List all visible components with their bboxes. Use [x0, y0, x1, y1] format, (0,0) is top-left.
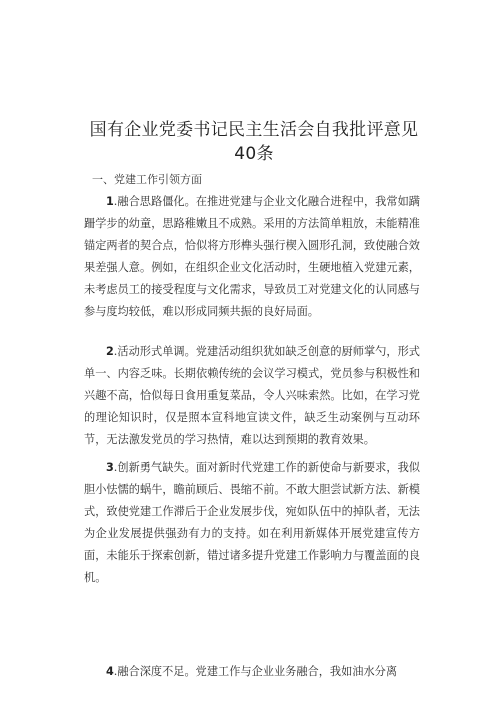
paragraph-item-1: [84, 191, 420, 323]
item-text: .创新勇气缺失。面对新时代党建工作的新使命与新要求，我似胆小怯懦的蜗牛，瞻前顾后、畏缩不前。不敢大胆尝试新方法、新模式，致使党建工作滞后于企业发展步伐，宛如队伍中的掉队者，无法为企业发展提供强劲有力的支持。如在利用新媒体开展党建宣传方面，未能乐于探索创新，错过诸多提升党建工作影响力与覆盖面的良机。: [84, 461, 420, 584]
paragraph-item-2: [84, 341, 420, 451]
item-number: 1: [106, 195, 114, 208]
section-heading: 一、党建工作引领方面: [92, 173, 202, 186]
item-number: 2: [106, 345, 114, 358]
item-number: 4: [106, 665, 114, 678]
document-title: 国有企业党委书记民主生活会自我批评意见40条: [89, 120, 419, 164]
item-text: .融合深度不足。党建工作与企业业务融合，我如油水分离: [113, 665, 398, 678]
item-text: .融合思路僵化。在推进党建与企业文化融合进程中，我常如蹒跚学步的幼童，思路稚嫩且不成熟。采用的方法简单粗放，未能精准锚定两者的契合点，恰似将方形榫头强行楔入圆形孔洞，致使融合效果差强人意。例如，在组织企业文化活动时，生硬地植入党建元素，未考虑员工的接受程度与文化需求，导致员工对党建文化的认同感与参与度均较低，难以形成同频共振的良好局面。: [84, 195, 420, 318]
paragraph-item-3: [84, 457, 420, 589]
item-number: 3: [106, 461, 114, 474]
paragraph-item-4: [84, 661, 420, 683]
item-text: .活动形式单调。党建活动组织犹如缺乏创意的厨师掌勺，形式单一、内容乏味。长期依赖传统的会议学习模式，党员参与积极性和兴趣不高，恰似每日食用重复菜品，令人兴味索然。比如，在学习党的理论知识时，仅是照本宣科地宣读文件，缺乏生动案例与互动环节，无法激发党员的学习热情，难以达到预期的教育效果。: [84, 345, 420, 446]
